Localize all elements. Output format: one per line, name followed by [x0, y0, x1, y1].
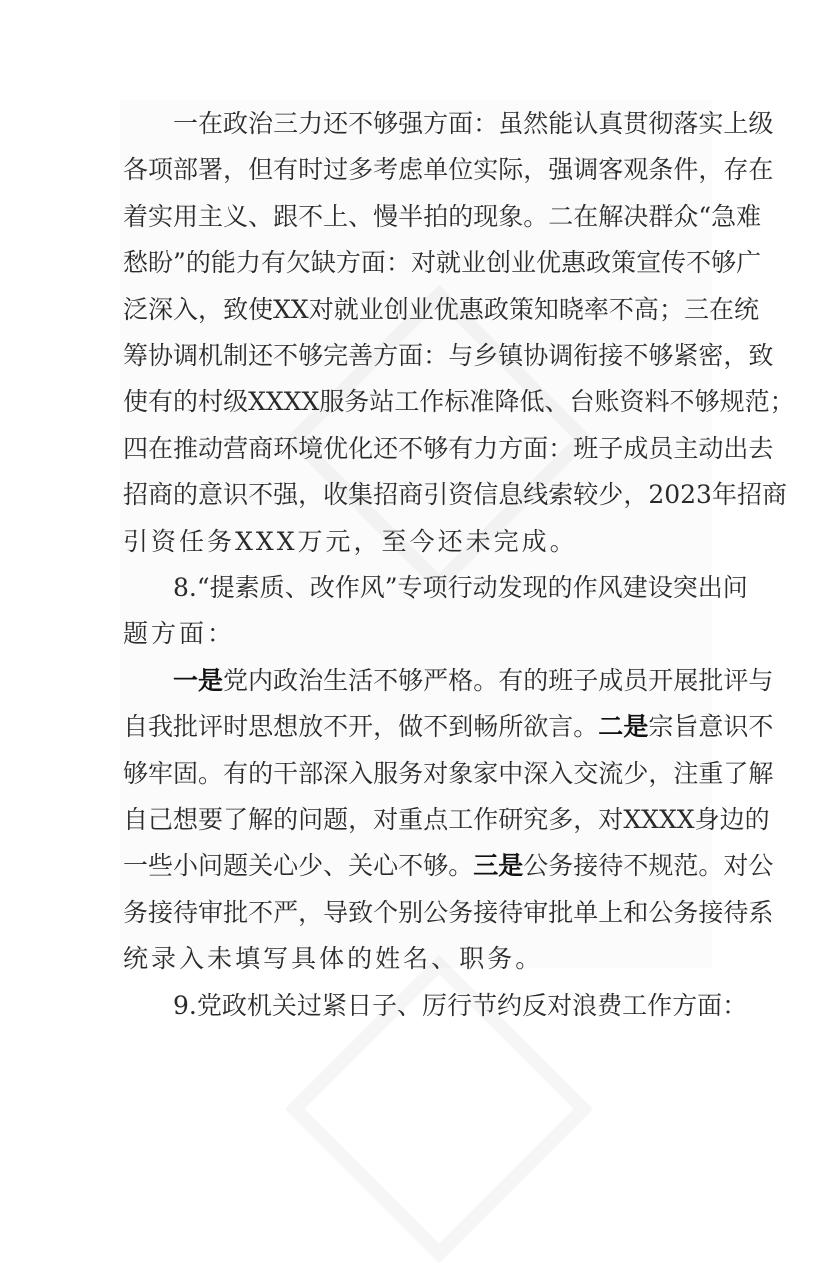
document-line: 够 牢 固 。 有 的 干 部 深 入 服 务 对 象 家 中 深 入 交 流 少 ， 注 重 了 解: [123, 758, 774, 788]
document-line: 各 项 部 署 ， 但 有 时 过 多 考 虑 单 位 实 际 ， 强 调 客 观 条 件 ， 存 在: [123, 155, 774, 185]
document-line: 一 在 政 治 三 力 还 不 够 强 方 面 ： 虽 然 能 认 真 贯 彻 落 实 上 级: [173, 109, 774, 138]
document-line: 一 些 小 问 题 关 心 少 、 关 心 不 够 。 三 是 公 务 接 待 不 规 范 。 对 公: [123, 851, 774, 881]
document-line: 自 我 批 评 时 思 想 放 不 开 ， 做 不 到 畅 所 欲 言 。 二 是 宗 旨 意 识 不: [123, 712, 774, 742]
document-line: 引 资 任 务 X X X 万 元 ， 至 今 还 未 完 成 。: [123, 526, 578, 556]
document-line: 使 有 的 村 级 X X X X 服 务 站 工 作 标 准 降 低 、 台 账 资 料 不 够 规 范 ；: [123, 387, 795, 417]
document-line: 愁 盼 ” 的 能 力 有 欠 缺 方 面 ： 对 就 业 创 业 优 惠 政 策 宣 传 不 够 广: [123, 248, 762, 278]
document-line: 着 实 用 主 义 、 跟 不 上 、 慢 半 拍 的 现 象 。 二 在 解 决 群 众 “ 急 难: [123, 201, 762, 231]
document-line: 题 方 面 ：: [123, 619, 236, 649]
document-line: 8 . “ 提 素 质 、 改 作 风 ” 专 项 行 动 发 现 的 作 风 建 设 突 出 问: [173, 573, 748, 602]
document-line: 泛 深 入 ， 致 使 X X 对 就 业 创 业 优 惠 政 策 知 晓 率 不 高 ； 三 在 统: [123, 294, 759, 324]
document-line: 筹 协 调 机 制 还 不 够 完 善 方 面 ： 与 乡 镇 协 调 衔 接 不 够 紧 密 ， 致: [123, 341, 774, 370]
document-line: 务 接 待 审 批 不 严 ， 导 致 个 别 公 务 接 待 审 批 单 上 和 公 务 接 待 系: [123, 897, 774, 927]
document-line: 9 . 党 政 机 关 过 紧 日 子 、 厉 行 节 约 反 对 浪 费 工 作 方 面 ：: [173, 990, 748, 1020]
document-line: 统 录 入 未 填 写 具 体 的 姓 名 、 职 务 。: [123, 944, 544, 974]
document-line: 一 是 党 内 政 治 生 活 不 够 严 格 。 有 的 班 子 成 员 开 展 批 评 与: [173, 665, 774, 695]
document-line: 四 在 推 动 营 商 环 境 优 化 还 不 够 有 力 方 面 ： 班 子 成 员 主 动 出 去: [123, 433, 774, 463]
document-line: 招 商 的 意 识 不 强 ， 收 集 招 商 引 资 信 息 线 索 较 少 ， 2 0 2 3 年 招 商: [123, 480, 787, 510]
document-line: 自 己 想 要 了 解 的 问 题 ， 对 重 点 工 作 研 究 多 ， 对 X X X X 身 边 的: [123, 805, 770, 834]
